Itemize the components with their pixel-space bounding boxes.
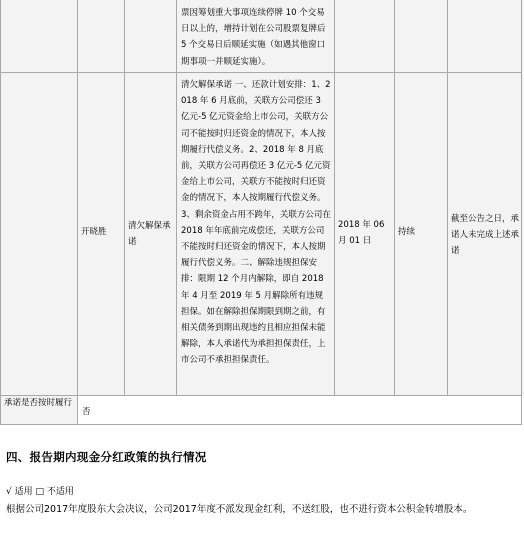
promisor-cell: 开晓胜 [81, 227, 107, 237]
commitment-type-cell: 清欠解保承诺 [128, 221, 171, 248]
col-divider-1 [77, 0, 78, 425]
applicability-checkbox-line: √ 适用 □ 不适用 [6, 487, 74, 497]
timely-fulfillment-label: 承诺是否按时履行 [4, 398, 73, 408]
commitment-period-cell: 持续 [398, 227, 416, 237]
col-divider-2 [124, 0, 125, 395]
dividend-paragraph: 根据公司2017年度股东大会决议，公司2017年度不派发现金红利，不送红股，也不进行资本公积金转增股本。 [6, 504, 473, 515]
row-divider-1 [0, 72, 522, 73]
col-divider-6 [447, 0, 448, 395]
top-row-content: 票因筹划重大事项连续停牌 10 个交易日以上的，增持计划在公司股票复牌后 5 个交易日后顺延实施（如遇其他窗口期事项一并顺延实施）。 [181, 8, 326, 67]
col-divider-4 [334, 0, 335, 395]
timely-fulfillment-value: 否 [82, 407, 91, 417]
table-border-bottom [0, 424, 522, 425]
performance-status-cell: 截至公告之日，承诺人未完成上述承诺 [451, 214, 519, 257]
table-border-right [521, 0, 522, 425]
row-divider-2 [0, 395, 522, 396]
commitment-date-cell: 2018 年 06 月 01 日 [338, 220, 385, 247]
col-divider-5 [394, 0, 395, 395]
col-divider-3 [176, 0, 177, 395]
table-border-left [0, 0, 1, 425]
section-heading: 四、报告期内现金分红政策的执行情况 [6, 450, 207, 464]
commitment-content-cell: 清欠解保承诺 一、还款计划安排：1、2018 年 6 月底前，关联方公司偿还 3 亿元-5 亿元资金给上市公司，关联方公司不能按时归还资金的情况下，本人按期履行代偿义务。2、2018 年 8 月底前，关联方公司再偿还 3 亿元-5 亿元资金给上市公司，关联方不能按时归还资金的情况下，本人按期履行代偿义务。3、剩余资金占用不跨年，关联方公司在 2018 年年底前完成偿还，关联方公司不能按时归还资金的情况下，本人按期履行代偿义务。二、解除违规担保安排：限期 12 个月内解除，即自 2018 年 4 月至 2019 年 5 月解除所有违规担保。如在解除担保期限到期之前，有相关债务到期出现违约且相应担保未能解除，本人承诺代为承担担保责任，上市公司不承担担保责任。 [181, 80, 331, 366]
